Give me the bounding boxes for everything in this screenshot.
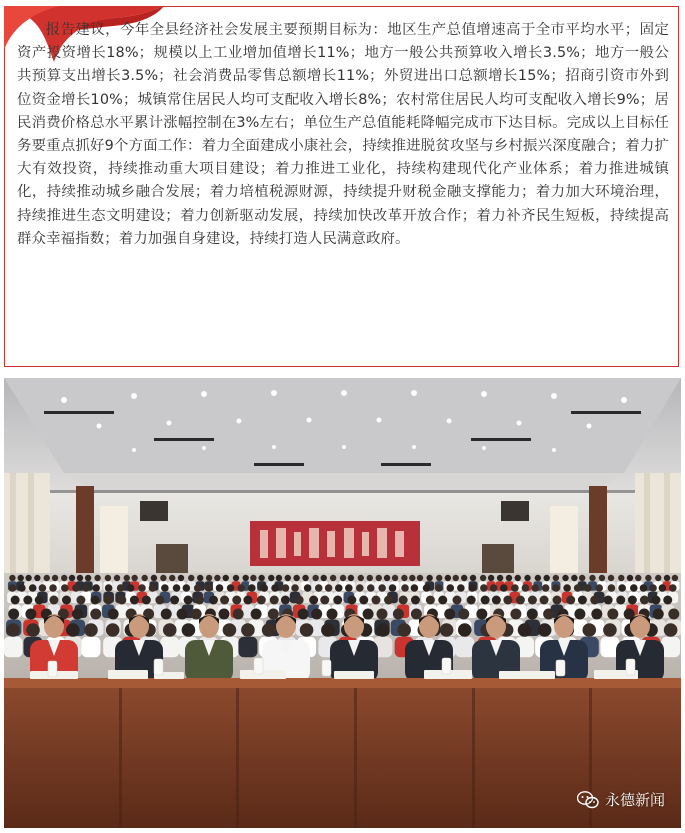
meeting-photo [4,378,681,828]
report-text-card [4,6,679,367]
watermark-text: 永德新闻 [604,791,665,809]
watermark-source [577,789,665,810]
meeting-hall-scene [4,378,681,828]
wechat-icon [577,791,599,809]
report-paragraph: 报告建议，今年全县经济社会发展主要预期目标为：地区生产总值增速高于全市平均水平；固定资产投资增长18%；规模以上工业增加值增长11%；地方一般公共预算收入增长3.5%；地方一般公共预算支出增长3.5%；社会消费品零售总额增长11%；外贸进出口总额增长15%；招商引资市外到位资金增长10%；城镇常住居民人均可支配收入增长8%；农村常住居民人均可支配收入增长9%；居民消费价格总水平累计涨幅控制在3%左右；单位生产总值能耗降幅完成市下达目标。完成以上目标任务要重点抓好9个方面工作：着力全面建成小康社会，持续推进脱贫攻坚与乡村振兴深度融合；着力扩大有效投资，持续推动重大项目建设；着力推进工业化，持续构建现代化产业体系；着力推进城镇化，持续推动城乡融合发展；着力培植税源财源，持续提升财税金融支撑能力；着力加大环境治理，持续推进生态文明建设；着力创新驱动发展，持续加快改革开放合作；着力补齐民生短板，持续提高群众幸福指数；着力加强自身建设，持续打造人民满意政府。 [17,22,669,247]
